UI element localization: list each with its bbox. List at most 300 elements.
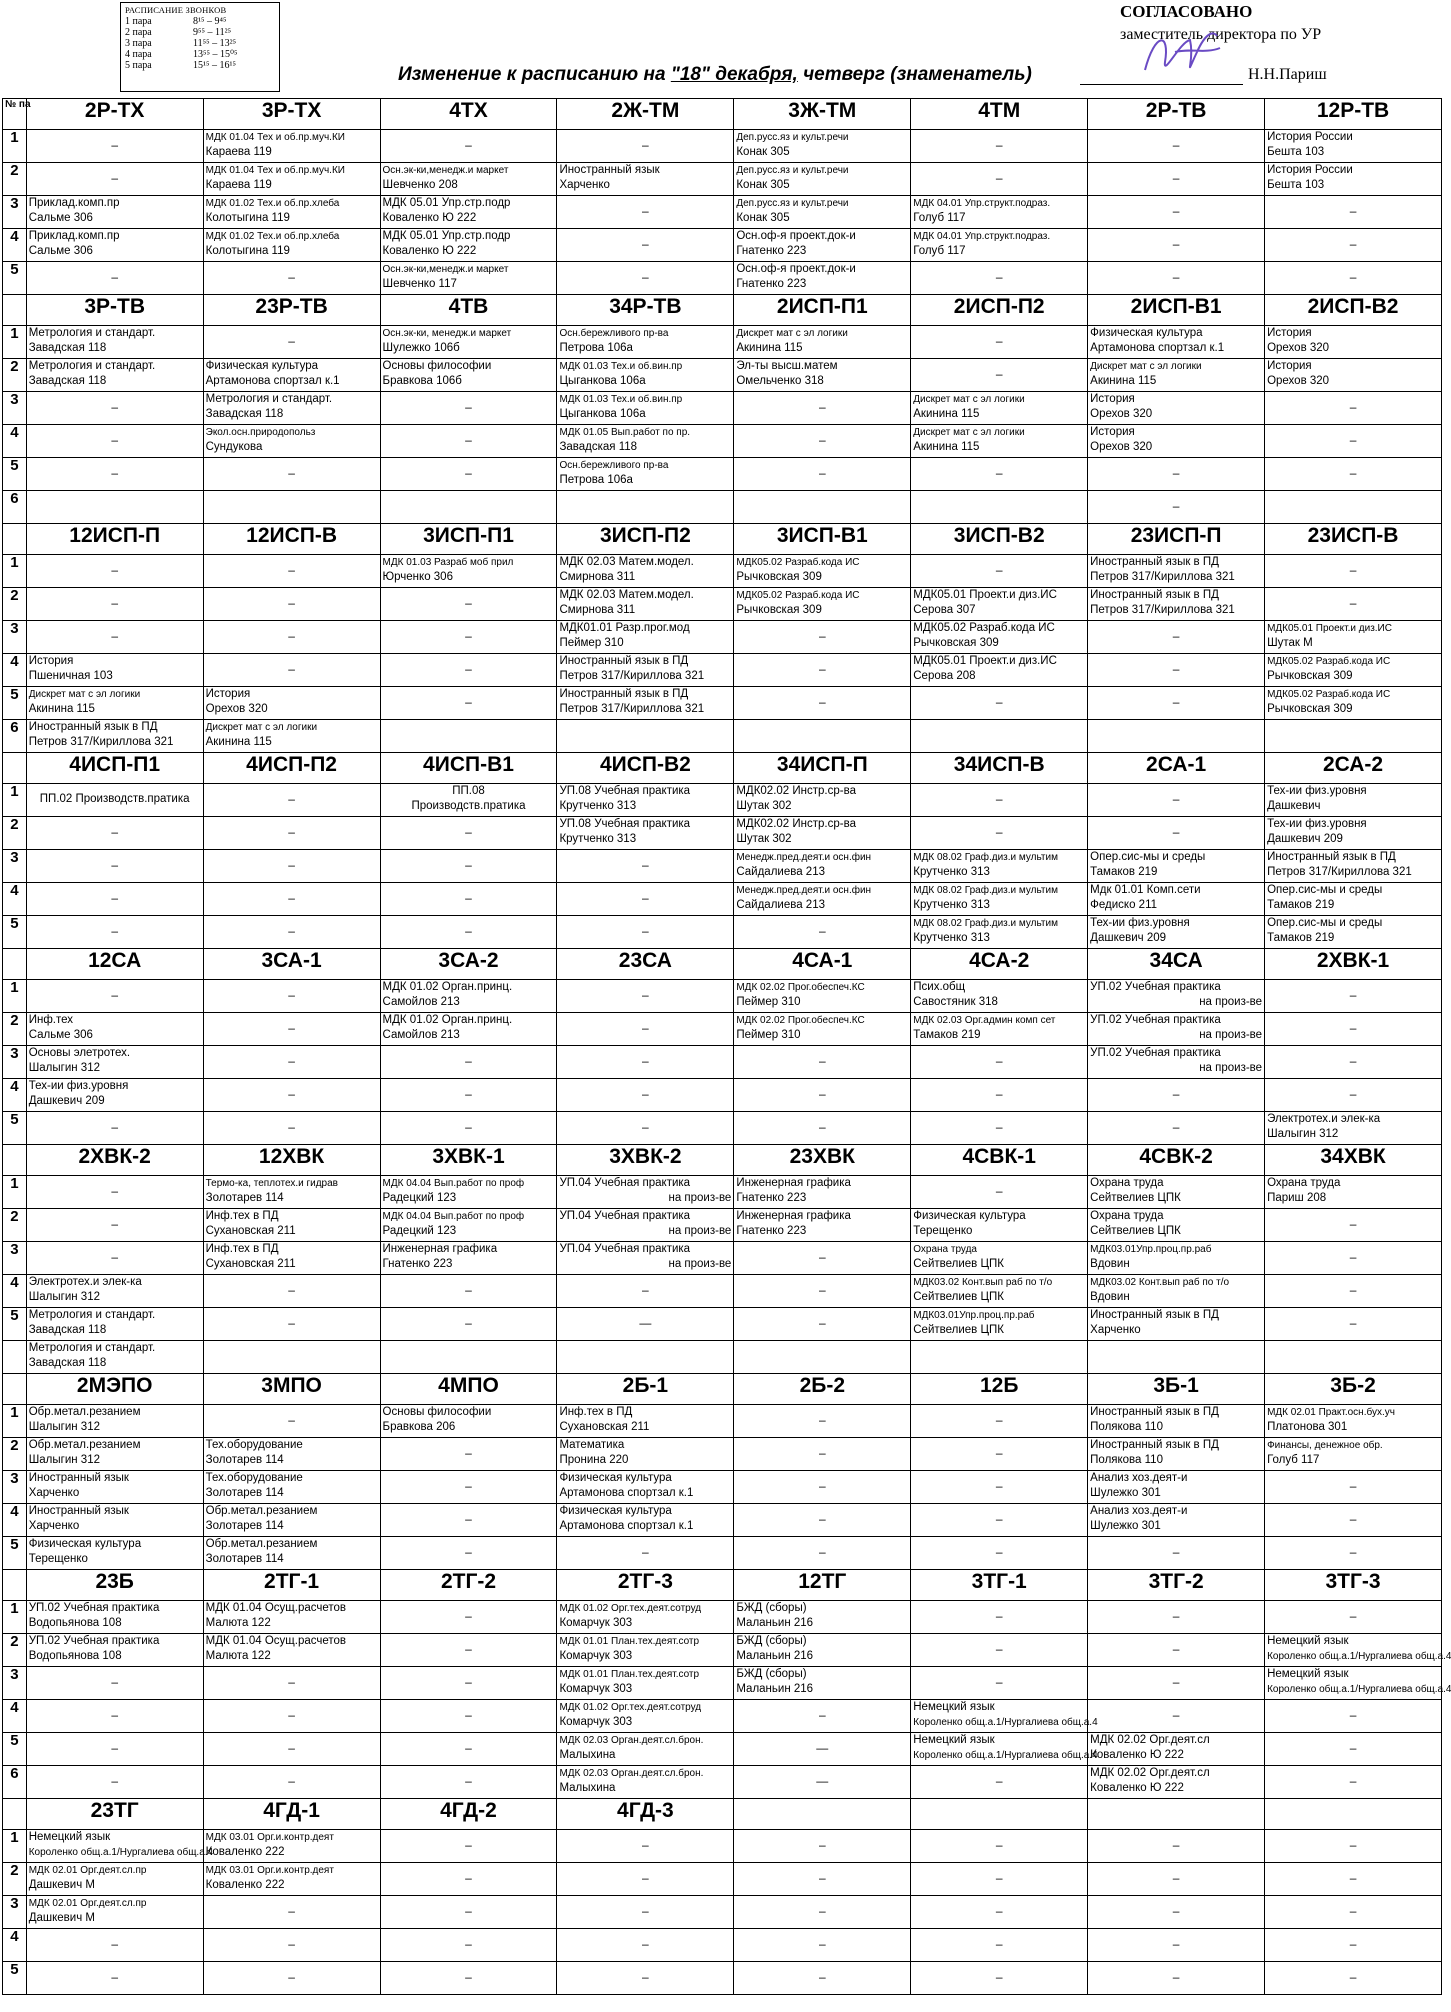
lesson-cell — [1088, 980, 1265, 1013]
pair-number: 2 — [3, 588, 27, 621]
empty-lesson-dash: – — [465, 924, 472, 938]
lesson-teacher-room: Савостяник 318 — [913, 996, 998, 1008]
lesson-teacher-room: Малюта 122 — [205, 1650, 271, 1662]
lesson-cell — [1265, 621, 1442, 654]
lesson-cell — [380, 1634, 557, 1667]
lesson-cell — [557, 491, 734, 524]
lesson-subject: МДК 02.01 Орг.деят.сл.пр — [28, 1865, 147, 1876]
empty-lesson-dash: – — [818, 1838, 826, 1852]
pair-number: 3 — [3, 1667, 27, 1700]
empty-lesson-dash: – — [642, 988, 649, 1002]
group-name: 3Б-2 — [1265, 1374, 1442, 1405]
lesson-cell — [26, 621, 203, 654]
empty-lesson-dash: – — [1172, 204, 1180, 218]
lesson-cell — [1265, 163, 1442, 196]
lesson-teacher-room: Рычковская 309 — [1267, 703, 1353, 715]
lesson-row — [3, 1504, 1442, 1537]
lesson-teacher-room: Голуб 117 — [913, 245, 966, 257]
lesson-cell — [734, 980, 911, 1013]
lesson-subject: МДК 02.03 Матем.модел. — [559, 589, 694, 601]
lesson-cell — [1088, 359, 1265, 392]
lesson-subject: Охрана труда — [1267, 1177, 1341, 1189]
lesson-subject: Эл-ты высш.матем — [736, 360, 838, 372]
lesson-teacher-room: Сальме 306 — [28, 245, 93, 257]
pair-number: 4 — [3, 1700, 27, 1733]
lesson-row — [3, 229, 1442, 262]
lesson-teacher-room: Рычковская 309 — [913, 637, 999, 649]
lesson-cell — [734, 163, 911, 196]
lesson-teacher-room: Шевченко 117 — [382, 278, 457, 290]
lesson-subject: МДК 04.04 Вып.работ по проф — [382, 1178, 525, 1189]
group-name: 4МПО — [380, 1374, 557, 1405]
empty-lesson-dash: – — [995, 825, 1003, 839]
lesson-cell — [734, 1471, 911, 1504]
bell-schedule-title: РАСПИСАНИЕ ЗВОНКОВ — [125, 5, 227, 15]
lesson-cell — [1088, 1537, 1265, 1570]
lesson-cell — [911, 980, 1088, 1013]
empty-lesson-dash: – — [1349, 1937, 1357, 1951]
lesson-cell — [1088, 1929, 1265, 1962]
empty-lesson-dash: – — [288, 563, 295, 577]
lesson-cell — [557, 1601, 734, 1634]
lesson-cell — [1265, 1700, 1442, 1733]
lesson-subject: Инф.тех в ПД — [205, 1210, 279, 1222]
lesson-teacher-room: Петров 317/Кириллова 321 — [28, 736, 174, 748]
empty-lesson-dash: – — [995, 1446, 1003, 1460]
lesson-cell — [203, 1242, 380, 1275]
pair-number: 6 — [3, 491, 27, 524]
lesson-cell — [557, 1112, 734, 1145]
empty-lesson-dash: – — [111, 629, 119, 643]
empty-lesson-dash: – — [995, 1937, 1003, 1951]
lesson-cell — [1265, 883, 1442, 916]
lesson-cell — [734, 1634, 911, 1667]
group-name: 4ГД-1 — [203, 1799, 380, 1830]
lesson-cell — [1265, 1766, 1442, 1799]
lesson-cell — [734, 1209, 911, 1242]
empty-lesson-dash: – — [1349, 270, 1357, 284]
lesson-subject: Обр.метал.резанием — [205, 1505, 318, 1517]
lesson-teacher-room: Полякова 110 — [1090, 1454, 1163, 1466]
lesson-subject: Осн.эк-ки,менедж.и маркет — [382, 165, 509, 176]
pair-number: 6 — [3, 1766, 27, 1799]
lesson-cell — [1265, 1079, 1442, 1112]
lesson-teacher-room: Орехов 320 — [205, 703, 268, 715]
group-header-row — [3, 99, 1442, 130]
lesson-teacher-room: Самойлов 213 — [382, 1029, 460, 1041]
group-name: 23Б — [26, 1570, 203, 1601]
pair-number: 5 — [3, 1537, 27, 1570]
lesson-teacher-room: Колотыгина 119 — [205, 212, 290, 224]
lesson-teacher-room: Маланьин 216 — [736, 1683, 814, 1695]
lesson-row — [3, 916, 1442, 949]
lesson-cell — [1265, 425, 1442, 458]
lesson-teacher-room: Сальме 306 — [28, 212, 93, 224]
lesson-subject: История России — [1267, 131, 1353, 143]
lesson-cell — [911, 588, 1088, 621]
lesson-cell — [911, 1667, 1088, 1700]
page-header — [0, 0, 1444, 100]
lesson-cell — [203, 1504, 380, 1537]
empty-lesson-dash: – — [1172, 1675, 1180, 1689]
pair-number: 2 — [3, 359, 27, 392]
lesson-cell — [380, 980, 557, 1013]
row-number-header — [3, 1799, 27, 1830]
lesson-cell — [1265, 1634, 1451, 1667]
lesson-teacher-room: Артамонова спортзал к.1 — [1090, 342, 1225, 354]
lesson-teacher-room: Короленко общ.а.1/Нургалиева общ.а.4 — [913, 1717, 1098, 1728]
empty-lesson-dash: – — [1172, 1904, 1180, 1918]
lesson-cell — [1088, 1733, 1265, 1766]
empty-lesson-dash: – — [288, 1675, 295, 1689]
lesson-cell — [557, 1242, 734, 1275]
lesson-cell — [911, 392, 1088, 425]
lesson-teacher-room: Сейтвелиев ЦПК — [1090, 1225, 1181, 1237]
empty-lesson-dash: – — [995, 1642, 1003, 1656]
empty-lesson-dash: – — [818, 1250, 826, 1264]
empty-lesson-dash: – — [465, 1479, 472, 1493]
group-name: 3Р-ТВ — [26, 295, 203, 326]
lesson-cell — [380, 1962, 557, 1995]
lesson-cell — [26, 1766, 203, 1799]
lesson-subject: МДК05.02 Разраб.кода ИС — [736, 590, 860, 601]
lesson-subject: Иностранный язык в ПД — [1090, 1439, 1219, 1451]
lesson-teacher-room: Бешта 103 — [1267, 179, 1325, 191]
group-name: 4СА-2 — [911, 949, 1088, 980]
lesson-teacher-room: Сухановская 211 — [559, 1421, 650, 1433]
group-name: 4ГД-3 — [557, 1799, 734, 1830]
lesson-subject: Иностранный язык в ПД — [559, 688, 689, 700]
row-number-header — [3, 949, 27, 980]
lesson-row — [3, 588, 1442, 621]
lesson-cell — [380, 458, 557, 491]
empty-lesson-dash: – — [995, 367, 1003, 381]
lesson-row — [3, 196, 1442, 229]
lesson-cell — [380, 1242, 557, 1275]
lesson-cell — [557, 1634, 734, 1667]
lesson-cell — [1088, 1079, 1265, 1112]
lesson-cell — [1088, 1112, 1265, 1145]
lesson-teacher-room: Сейтвелиев ЦПК — [1090, 1192, 1181, 1204]
lesson-cell — [380, 491, 557, 524]
lesson-subject: Дискрет мат с эл логики — [913, 427, 1025, 438]
lesson-subject: ПП.08 — [452, 785, 485, 797]
empty-lesson-dash: – — [288, 1120, 295, 1134]
lesson-row — [3, 883, 1442, 916]
lesson-teacher-room: Тамаков 219 — [1090, 866, 1158, 878]
pair-number: 4 — [3, 1275, 27, 1308]
empty-lesson-dash: – — [1172, 1937, 1180, 1951]
lesson-row — [3, 1830, 1442, 1863]
pair-number: 4 — [3, 654, 27, 687]
lesson-subject: Инженерная графика — [736, 1177, 851, 1189]
lesson-cell — [911, 1438, 1088, 1471]
lesson-subject: МДК05.02 Разраб.кода ИС — [736, 557, 860, 568]
lesson-teacher-room: Сайдалиева 213 — [736, 866, 825, 878]
lesson-cell — [557, 163, 734, 196]
empty-lesson-dash: – — [1172, 1609, 1180, 1623]
lesson-cell — [26, 1962, 203, 1995]
lesson-subject: Основы философии — [382, 1406, 492, 1418]
empty-lesson-dash: – — [1172, 1970, 1180, 1984]
lesson-cell — [911, 817, 1088, 850]
empty-lesson-dash: – — [1349, 1774, 1357, 1788]
lesson-cell — [1088, 491, 1265, 524]
lesson-cell — [557, 817, 734, 850]
lesson-cell — [26, 1275, 203, 1308]
empty-lesson-dash: – — [465, 1512, 472, 1526]
lesson-cell — [1265, 654, 1442, 687]
lesson-cell — [911, 1962, 1088, 1995]
lesson-subject: МДК 01.03 Разраб моб прил — [382, 557, 514, 568]
lesson-cell — [734, 1504, 911, 1537]
group-header-row — [3, 1799, 1442, 1830]
empty-lesson-dash: – — [642, 1838, 649, 1852]
empty-lesson-dash: – — [642, 237, 649, 251]
lesson-teacher-room: Короленко общ.а.1/Нургалиева общ.а.4 — [28, 1847, 214, 1858]
empty-lesson-dash: – — [818, 1446, 826, 1460]
lesson-teacher-room: Завадская 118 — [205, 408, 284, 420]
group-name: 23СА — [557, 949, 734, 980]
empty-lesson-dash: — — [816, 1741, 829, 1755]
empty-lesson-dash: – — [818, 1120, 826, 1134]
lesson-teacher-room: Малюта 122 — [205, 1617, 271, 1629]
lesson-subject: История — [1090, 426, 1135, 438]
group-name: 4ТМ — [911, 99, 1088, 130]
lesson-cell — [734, 458, 911, 491]
lesson-cell — [734, 654, 911, 687]
row-number-header — [3, 1145, 27, 1176]
lesson-cell — [734, 262, 911, 295]
lesson-teacher-room: Дашкевич — [1267, 800, 1321, 812]
row-number-header — [3, 295, 27, 326]
lesson-cell — [1088, 1601, 1265, 1634]
lesson-teacher-room: Короленко общ.а.1/Нургалиева общ.а.4 — [1267, 1651, 1451, 1662]
lesson-subject: Физическая культура — [1090, 327, 1203, 339]
lesson-subject: Физическая культура — [559, 1472, 672, 1484]
empty-lesson-dash: – — [995, 270, 1003, 284]
lesson-cell — [203, 1863, 380, 1896]
lesson-subject: МДК 01.03 Тех.и об.вин.пр — [559, 394, 683, 405]
lesson-subject: История — [1267, 327, 1312, 339]
lesson-cell — [1088, 654, 1265, 687]
group-name: 23Р-ТВ — [203, 295, 380, 326]
empty-lesson-dash: – — [642, 891, 649, 905]
lesson-row — [3, 262, 1442, 295]
lesson-teacher-room: Сейтвелиев ЦПК — [913, 1291, 1004, 1303]
empty-lesson-dash: – — [1172, 825, 1180, 839]
empty-lesson-dash: – — [1349, 466, 1357, 480]
lesson-cell — [26, 229, 203, 262]
lesson-cell — [26, 1896, 203, 1929]
empty-lesson-dash: – — [465, 1087, 472, 1101]
group-name: 2ХВК-2 — [26, 1145, 203, 1176]
lesson-cell — [380, 850, 557, 883]
lesson-cell — [734, 1438, 911, 1471]
lesson-subject: Тех-ии физ.уровня — [1090, 917, 1190, 929]
empty-lesson-dash: – — [288, 1774, 295, 1788]
lesson-teacher-room: Конак 305 — [736, 146, 790, 158]
lesson-cell — [1088, 229, 1265, 262]
lesson-cell — [203, 458, 380, 491]
empty-lesson-dash: – — [818, 629, 826, 643]
lesson-cell — [1088, 1275, 1265, 1308]
lesson-cell — [203, 1896, 380, 1929]
lesson-subject: Опер.сис-мы и среды — [1267, 884, 1383, 896]
lesson-cell — [557, 1308, 734, 1341]
empty-lesson-dash: – — [465, 1838, 472, 1852]
lesson-subject: МДК03.01Упр.проц.пр.раб — [1090, 1244, 1212, 1255]
pair-number: 1 — [3, 784, 27, 817]
lesson-row — [3, 1537, 1442, 1570]
lesson-cell — [911, 621, 1088, 654]
lesson-cell — [1265, 326, 1442, 359]
lesson-subject: Осн.эк-ки,менедж.и маркет — [382, 264, 509, 275]
lesson-subject: БЖД (сборы) — [736, 1635, 807, 1647]
lesson-subject: Тех.оборудование — [205, 1472, 303, 1484]
lesson-teacher-room: Золотарев 114 — [205, 1192, 284, 1204]
lesson-cell — [1088, 817, 1265, 850]
group-name: 2Р-ТХ — [26, 99, 203, 130]
lesson-cell — [1265, 784, 1442, 817]
lesson-teacher-room: Золотарев 114 — [205, 1487, 284, 1499]
lesson-subject: Термо-ка, теплотех.и гидрав — [205, 1178, 338, 1189]
group-name: 3ХВК-1 — [380, 1145, 557, 1176]
lesson-subject: Физическая культура — [28, 1538, 142, 1550]
lesson-cell — [1265, 817, 1442, 850]
lesson-subject: Тех-ии физ.уровня — [1267, 785, 1367, 797]
lesson-cell — [911, 1242, 1088, 1275]
lesson-cell — [26, 1667, 203, 1700]
lesson-teacher-room: Орехов 320 — [1090, 408, 1153, 420]
empty-lesson-dash: – — [995, 563, 1003, 577]
pair-number: 4 — [3, 425, 27, 458]
lesson-subject: Немецкий язык — [913, 1701, 995, 1713]
empty-lesson-dash: – — [111, 563, 119, 577]
lesson-teacher-room: Комарчук 303 — [559, 1617, 633, 1629]
lesson-cell — [557, 687, 734, 720]
empty-lesson-dash: – — [288, 1904, 295, 1918]
lesson-cell — [911, 130, 1088, 163]
empty-lesson-dash: – — [465, 1545, 472, 1559]
empty-lesson-dash: — — [816, 1774, 829, 1788]
lesson-cell — [1088, 163, 1265, 196]
lesson-row — [3, 1700, 1442, 1733]
pair-number: 4 — [3, 1929, 27, 1962]
lesson-cell — [203, 1176, 380, 1209]
group-name: 23ИСП-П — [1088, 524, 1265, 555]
group-name: 34ИСП-П — [734, 753, 911, 784]
group-name — [911, 1799, 1088, 1830]
lesson-subject: Деп.русс.яз и культ.речи — [736, 132, 849, 143]
lesson-teacher-room: Тамаков 219 — [1267, 932, 1335, 944]
lesson-subject: Осн.бережливого пр-ва — [559, 328, 669, 339]
lesson-row — [3, 555, 1442, 588]
lesson-cell — [911, 1079, 1088, 1112]
lesson-cell — [26, 1209, 203, 1242]
lesson-teacher-room: Золотарев 114 — [205, 1553, 284, 1565]
lesson-subject: МДК 01.03 Тех.и об.вин.пр — [559, 361, 683, 372]
lesson-teacher-room: Пеймер 310 — [559, 637, 624, 649]
lesson-cell — [557, 1341, 734, 1374]
lesson-row — [3, 1405, 1442, 1438]
lesson-cell — [911, 1537, 1088, 1570]
empty-lesson-dash: – — [642, 1283, 649, 1297]
lesson-teacher-room: Цыганкова 106а — [559, 408, 646, 420]
lesson-row — [3, 1079, 1442, 1112]
empty-lesson-dash: – — [995, 1087, 1003, 1101]
lesson-teacher-room: Платонова 301 — [1267, 1421, 1348, 1433]
pair-number: 1 — [3, 555, 27, 588]
lesson-cell — [557, 1209, 734, 1242]
lesson-teacher-room: на произ-ве — [668, 1192, 732, 1204]
empty-lesson-dash: – — [818, 1413, 826, 1427]
lesson-cell — [203, 326, 380, 359]
group-name: 12ТГ — [734, 1570, 911, 1601]
lesson-teacher-room: Крутченко 313 — [913, 866, 990, 878]
empty-lesson-dash: – — [288, 1937, 295, 1951]
lesson-cell — [911, 1405, 1088, 1438]
empty-lesson-dash: – — [818, 695, 826, 709]
lesson-row — [3, 817, 1442, 850]
empty-lesson-dash: – — [465, 1283, 472, 1297]
lesson-cell — [203, 130, 380, 163]
lesson-cell — [734, 1929, 911, 1962]
lesson-teacher-room: Маланьин 216 — [736, 1617, 814, 1629]
lesson-subject: История — [1090, 393, 1135, 405]
lesson-teacher-room: Юрченко 306 — [382, 571, 453, 583]
lesson-cell — [557, 1471, 734, 1504]
lesson-cell — [203, 1830, 380, 1863]
lesson-subject: Немецкий язык — [28, 1831, 111, 1843]
empty-lesson-dash: – — [995, 1871, 1003, 1885]
lesson-cell — [203, 1079, 380, 1112]
lesson-cell — [380, 1504, 557, 1537]
lesson-cell — [1265, 1929, 1442, 1962]
lesson-cell — [203, 1112, 380, 1145]
lesson-cell — [1265, 229, 1442, 262]
lesson-subject: Иностранный язык в ПД — [28, 721, 158, 733]
lesson-subject: МДК 01.02 Тех.и об.пр.хлеба — [205, 198, 340, 209]
lesson-cell — [380, 1667, 557, 1700]
lesson-subject: МДК03.01Упр.проц.пр.раб — [913, 1310, 1035, 1321]
lesson-row — [3, 1929, 1442, 1962]
lesson-cell — [1265, 1537, 1442, 1570]
pair-number: 5 — [3, 687, 27, 720]
empty-lesson-dash: – — [995, 792, 1003, 806]
lesson-cell — [734, 817, 911, 850]
lesson-subject: УП.02 Учебная практика — [1090, 1047, 1221, 1059]
empty-lesson-dash: – — [465, 400, 472, 414]
lesson-subject: УП.04 Учебная практика — [559, 1243, 691, 1255]
lesson-subject: Охрана труда — [1090, 1210, 1164, 1222]
lesson-teacher-room: Завадская 118 — [28, 1357, 107, 1369]
empty-lesson-dash: – — [818, 466, 826, 480]
group-name: 2ИСП-В1 — [1088, 295, 1265, 326]
lesson-subject: История — [205, 688, 251, 700]
lesson-cell — [1088, 1471, 1265, 1504]
lesson-cell — [1265, 196, 1442, 229]
lesson-subject: Обр.метал.резанием — [205, 1538, 318, 1550]
pair-number — [3, 1341, 27, 1374]
lesson-subject: МДК 01.02 Орган.принц. — [382, 981, 513, 993]
empty-lesson-dash: – — [465, 1675, 472, 1689]
empty-lesson-dash: – — [465, 1871, 472, 1885]
lesson-subject: УП.02 Учебная практика — [1090, 1014, 1221, 1026]
lesson-subject: История — [28, 655, 74, 667]
lesson-cell — [911, 163, 1088, 196]
lesson-cell — [1265, 1504, 1442, 1537]
